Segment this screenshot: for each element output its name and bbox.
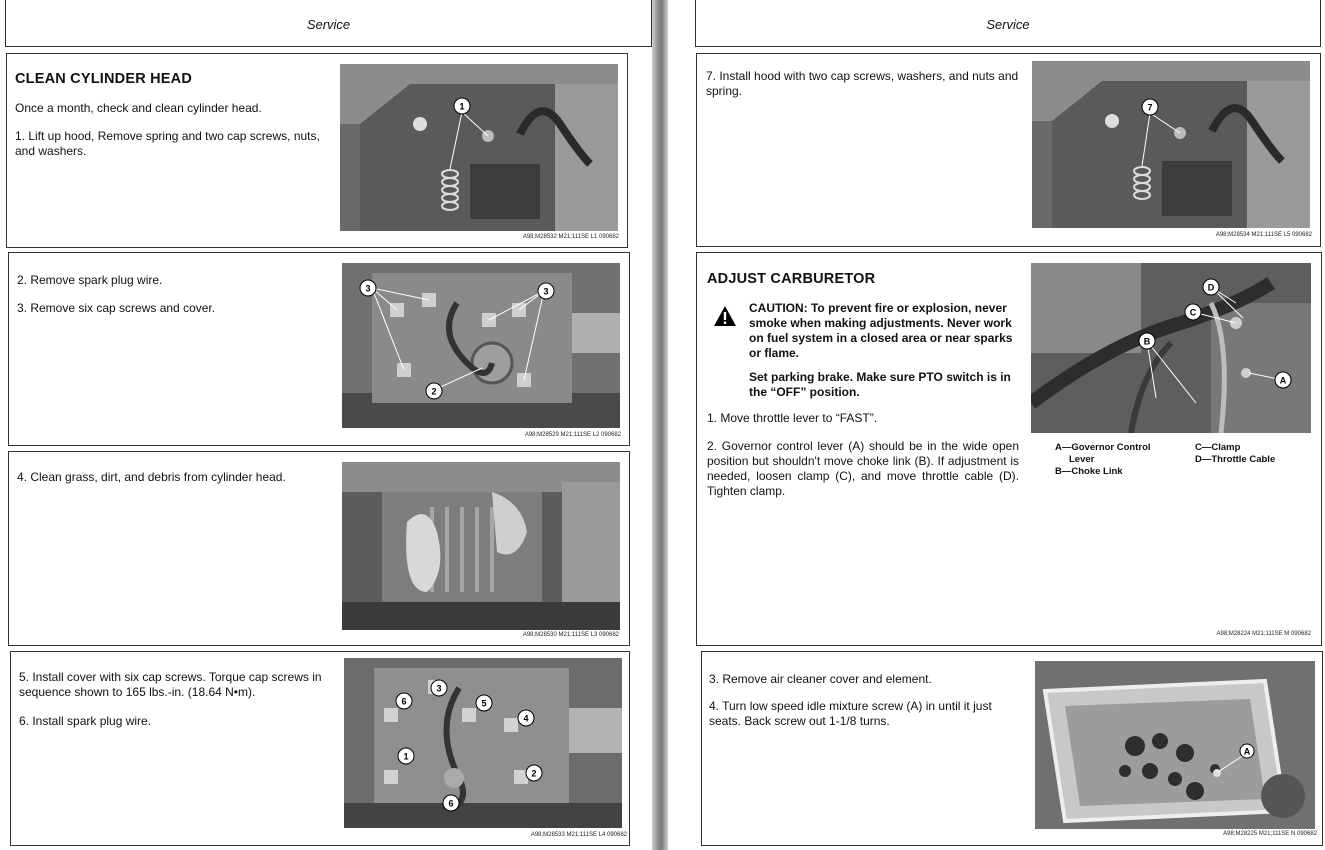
- callout-b: B: [1143, 336, 1151, 347]
- callout-torque-3: 3: [436, 683, 442, 694]
- callout-torque-5: 5: [481, 698, 487, 709]
- right-header-text: Service: [986, 17, 1030, 32]
- clean-debris-panel: [8, 451, 630, 646]
- callout-d: D: [1207, 282, 1215, 293]
- callout-c: C: [1189, 307, 1197, 318]
- callout-a-mixture: A: [1243, 746, 1251, 757]
- legend-cd: [1195, 442, 1275, 466]
- callout-torque-4: 4: [523, 713, 529, 724]
- callout-torque-2: 2: [531, 768, 537, 779]
- cylinder-cover-photo: [342, 263, 620, 428]
- caution-warning-icon: [713, 305, 737, 332]
- callout-2: 2: [431, 386, 437, 397]
- step-2-text: 2. Remove spark plug wire.: [17, 273, 163, 287]
- step-4-text: 4. Clean grass, dirt, and debris from cylinder head.: [17, 470, 286, 484]
- left-header: [5, 0, 652, 47]
- step-2-governor-text: 2. Governor control lever (A) should be in the wide open position but shouldn't move choke link (B). If adjustment is needed, loosen clamp (C), and move throttle cable (D). Tighten clamp.: [707, 439, 1019, 498]
- step-6-text: 6. Install spark plug wire.: [19, 714, 152, 728]
- caution-text: CAUTION: To prevent fire or explosion, never smoke when making adjustments. Never work on fuel system in a closed area or near sparks or flame.: [749, 301, 1013, 360]
- section-title-clean-cylinder-head: CLEAN CYLINDER HEAD: [15, 71, 192, 87]
- hood-spring-photo: [340, 64, 618, 231]
- callout-7: 7: [1147, 102, 1153, 113]
- callout-a: A: [1279, 375, 1287, 386]
- legend-d: D—Throttle Cable: [1195, 454, 1276, 465]
- step-7-text: 7. Install hood with two cap screws, washers, and nuts and spring.: [706, 69, 1019, 98]
- callout-3-left: 3: [365, 283, 371, 294]
- remove-cover-panel: [8, 252, 630, 446]
- step-3-air-cleaner-text: 3. Remove air cleaner cover and element.: [709, 672, 932, 686]
- photo-ref-l4: A98;M28533 M21;111SE L4 090682: [530, 832, 627, 838]
- step-5-text: 5. Install cover with six cap screws. Torque cap screws in sequence shown to 165 lbs.-in. (18.64 N•m).: [19, 670, 322, 699]
- legend-b: B—Choke Link: [1055, 466, 1123, 477]
- debris-photo: [342, 462, 620, 630]
- photo-ref-l2: A98;M28529 M21;111SE L2 090682: [524, 432, 621, 438]
- intro-text: Once a month, check and clean cylinder head.: [15, 101, 262, 115]
- left-header-text: Service: [306, 17, 351, 32]
- air-cleaner-panel: [701, 651, 1323, 846]
- air-cleaner-photo: [1035, 661, 1315, 829]
- right-header: [695, 0, 1321, 47]
- legend-a: [1055, 442, 1151, 478]
- adjust-carburetor-panel: [696, 252, 1322, 646]
- parking-brake-text: Set parking brake. Make sure PTO switch is in the “OFF” position.: [749, 370, 1011, 399]
- install-hood-panel: [696, 53, 1321, 247]
- legend-a-line2: Lever: [1069, 454, 1095, 465]
- photo-ref-l5: A98;M28534 M21;111SE L5 090682: [1215, 232, 1312, 238]
- clean-cylinder-head-panel: [6, 53, 628, 248]
- callout-torque-1: 1: [403, 751, 409, 762]
- callout-1: 1: [459, 101, 465, 112]
- step-3-text: 3. Remove six cap screws and cover.: [17, 301, 216, 315]
- photo-ref-l1: A98;M28532 M21;111SE L1 090682: [522, 234, 619, 240]
- photo-ref-l3: A98;M28530 M21;111SE L3 090682: [522, 632, 619, 638]
- callout-torque-6-bottom: 6: [448, 798, 454, 809]
- install-cover-panel: [10, 651, 630, 846]
- photo-ref-n: A98;M28225 M21;111SE N 090682: [1223, 831, 1317, 837]
- legend-c: C—Clamp: [1195, 442, 1241, 453]
- right-page: [668, 0, 1325, 850]
- legend-a-line1: A—Governor Control: [1055, 442, 1151, 453]
- step-1-throttle-text: 1. Move throttle lever to “FAST”.: [707, 411, 878, 425]
- step-1-text: 1. Lift up hood, Remove spring and two cap screws, nuts, and washers.: [15, 129, 320, 158]
- page-gutter: [652, 0, 668, 850]
- torque-sequence-photo: [344, 658, 622, 828]
- carburetor-photo: [1031, 263, 1311, 433]
- step-4-mixture-text: 4. Turn low speed idle mixture screw (A) in until it just seats. Back screw out 1-1/8 turns.: [709, 699, 992, 728]
- section-title-adjust-carburetor: ADJUST CARBURETOR: [707, 271, 876, 287]
- photo-ref-m: A98;M28224 M21;111SE M 090682: [1216, 631, 1311, 637]
- install-hood-photo: [1032, 61, 1310, 228]
- callout-torque-6-top: 6: [401, 696, 407, 707]
- callout-3-right: 3: [543, 286, 549, 297]
- left-page: [0, 0, 652, 850]
